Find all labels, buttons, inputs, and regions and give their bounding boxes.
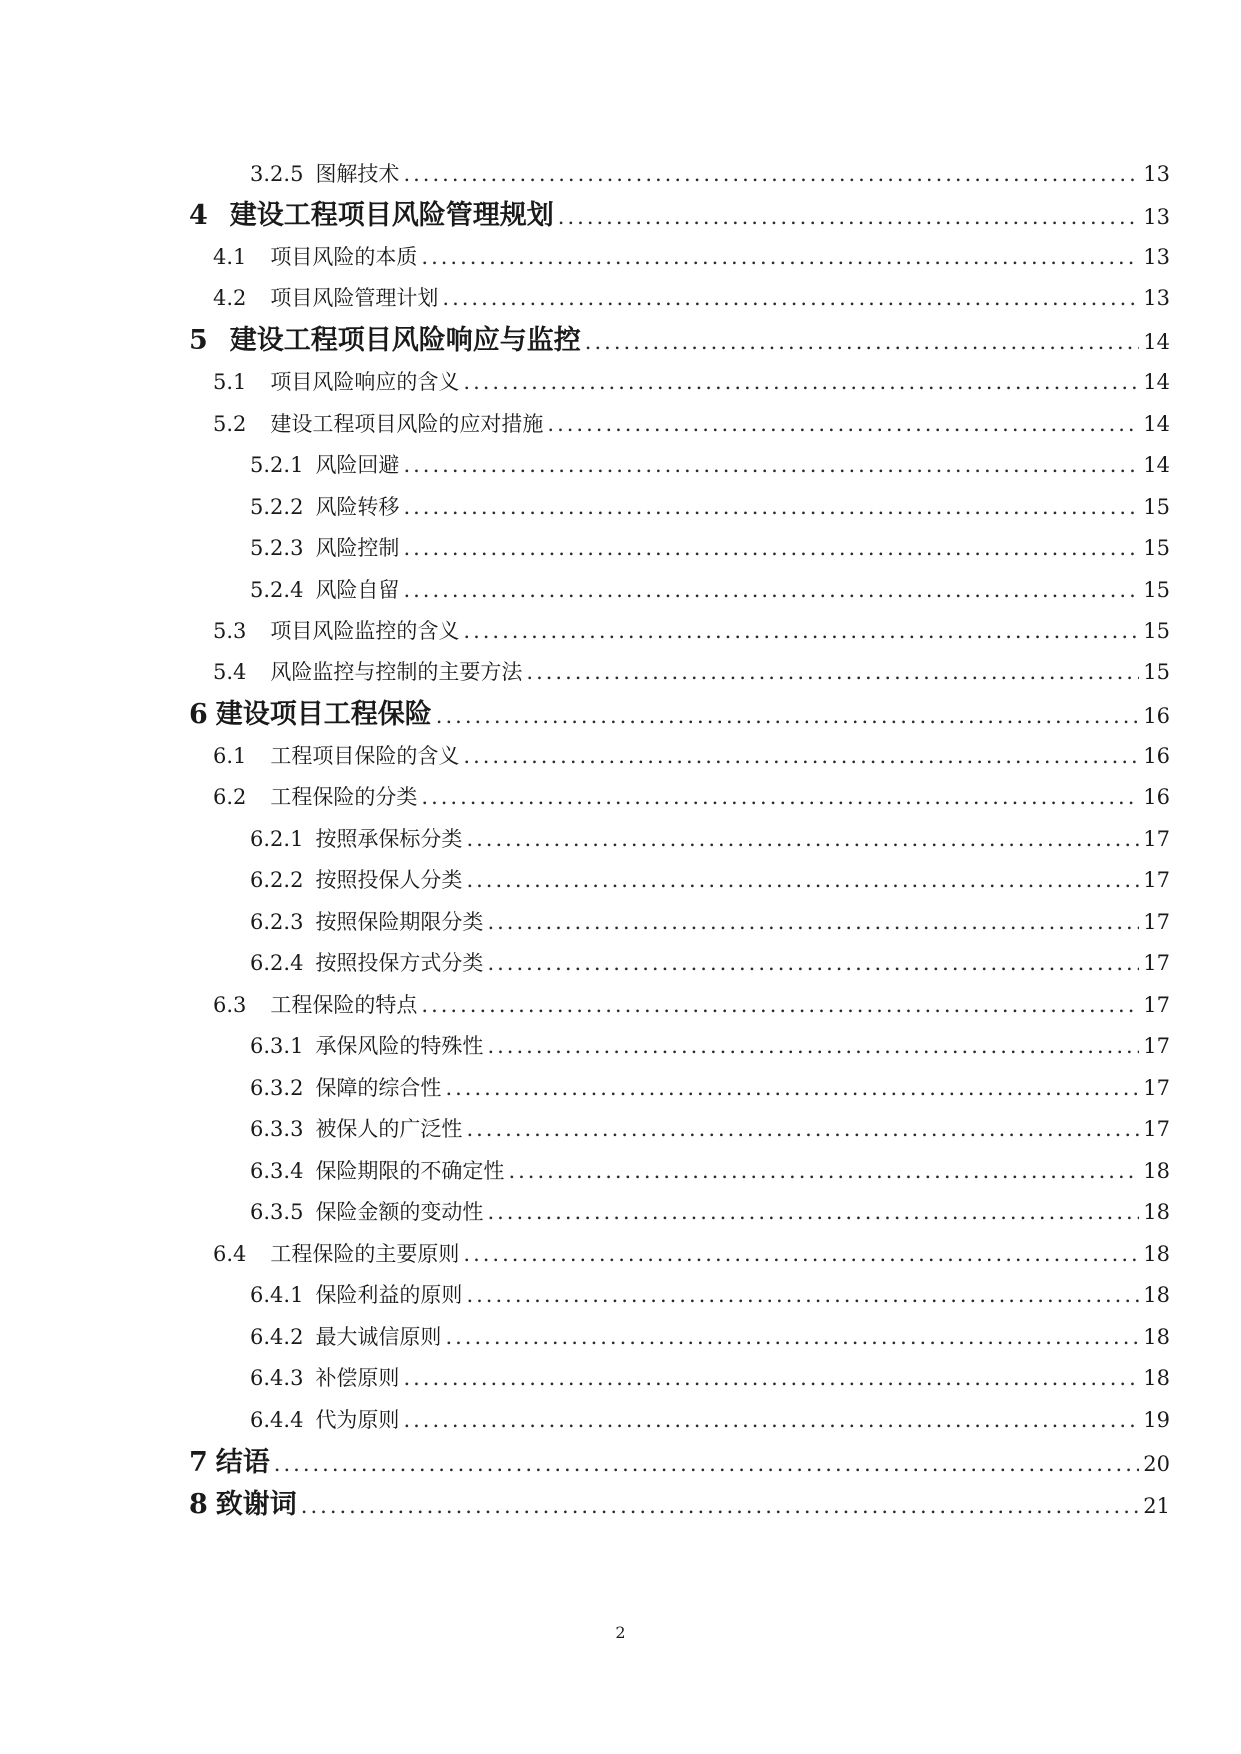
toc-number: 5.2.2 [250, 495, 304, 519]
toc-number: 5.1 [213, 370, 247, 394]
toc-page: 17 [1143, 1076, 1170, 1100]
toc-number: 6.2.3 [250, 910, 304, 934]
toc-page: 17 [1143, 910, 1170, 934]
toc-page: 13 [1143, 162, 1170, 186]
toc-number: 4.1 [213, 245, 247, 269]
toc-entry-5-3[interactable] [213, 615, 1170, 645]
toc-title: 最大诚信原则 [315, 1325, 442, 1349]
toc-page: 17 [1143, 868, 1170, 892]
toc-title: 致谢词 [215, 1489, 297, 1520]
dot-leader [421, 785, 1139, 809]
toc-title: 保险利益的原则 [315, 1283, 463, 1307]
dot-leader [421, 993, 1139, 1017]
toc-number: 4 [189, 200, 208, 231]
toc-number: 6.4 [213, 1242, 247, 1266]
toc-page: 16 [1143, 704, 1170, 728]
toc-title: 保障的综合性 [315, 1076, 442, 1100]
dot-leader [403, 536, 1139, 560]
toc-page: 15 [1143, 660, 1170, 684]
toc-page: 13 [1143, 286, 1170, 310]
toc-page: 15 [1143, 495, 1170, 519]
toc-entry-3-2-5[interactable] [250, 158, 1170, 188]
toc-entry-5-2-3[interactable] [250, 532, 1170, 562]
toc-title: 被保人的广泛性 [315, 1117, 463, 1141]
toc-page: 21 [1143, 1494, 1170, 1518]
toc-entry-5-2-4[interactable] [250, 574, 1170, 604]
dot-leader [463, 370, 1139, 394]
toc-number: 6.4.2 [250, 1325, 304, 1349]
toc-entry-6[interactable] [189, 692, 1170, 731]
dot-leader [403, 453, 1139, 477]
toc-title: 补偿原则 [315, 1366, 400, 1390]
toc-page: 18 [1143, 1200, 1170, 1224]
toc-page: 15 [1143, 536, 1170, 560]
toc-page: 18 [1143, 1366, 1170, 1390]
toc-page: 14 [1143, 370, 1170, 394]
dot-leader [466, 1283, 1139, 1307]
toc-number: 5.4 [213, 660, 247, 684]
toc-entry-4-1[interactable] [213, 241, 1170, 271]
dot-leader [463, 619, 1139, 643]
toc-page: 18 [1143, 1242, 1170, 1266]
toc-number: 5.2 [213, 412, 247, 436]
toc-entry-6-4-3[interactable] [250, 1362, 1170, 1392]
toc-entry-8[interactable] [189, 1482, 1170, 1521]
toc-title: 风险转移 [315, 495, 400, 519]
toc-number: 6.3.2 [250, 1076, 304, 1100]
dot-leader [508, 1159, 1139, 1183]
toc-page: 14 [1143, 412, 1170, 436]
toc-number: 6.2.2 [250, 868, 304, 892]
toc-number: 6.3.1 [250, 1034, 304, 1058]
toc-title: 项目风险响应的含义 [270, 370, 460, 394]
toc-entry-6-4[interactable] [213, 1238, 1170, 1268]
dot-leader [466, 1117, 1139, 1141]
toc-page: 17 [1143, 827, 1170, 851]
toc-title: 建设项目工程保险 [215, 699, 432, 730]
dot-leader [487, 1034, 1139, 1058]
toc-entry-7[interactable] [189, 1440, 1170, 1479]
toc-number: 6.4.3 [250, 1366, 304, 1390]
toc-page: 17 [1143, 993, 1170, 1017]
toc-entry-6-2-3[interactable] [250, 906, 1170, 936]
dot-leader [442, 286, 1139, 310]
toc-entry-5-1[interactable] [213, 366, 1170, 396]
toc-number: 6.3.4 [250, 1159, 304, 1183]
toc-page: 18 [1143, 1159, 1170, 1183]
dot-leader [585, 330, 1139, 354]
toc-title: 风险回避 [315, 453, 400, 477]
toc-page: 16 [1143, 785, 1170, 809]
toc-entry-6-2[interactable] [213, 781, 1170, 811]
dot-leader [487, 1200, 1139, 1224]
toc-number: 6.2.4 [250, 951, 304, 975]
toc-page: 18 [1143, 1325, 1170, 1349]
toc-entry-6-3-3[interactable] [250, 1113, 1170, 1143]
toc-title: 承保风险的特殊性 [315, 1034, 484, 1058]
toc-title: 按照承保标分类 [315, 827, 463, 851]
toc-title: 项目风险管理计划 [270, 286, 439, 310]
dot-leader [558, 205, 1139, 229]
toc-number: 6 [189, 699, 208, 730]
toc-page: 14 [1143, 330, 1170, 354]
toc-number: 7 [189, 1447, 208, 1478]
toc-page: 17 [1143, 1034, 1170, 1058]
toc-title: 代为原则 [315, 1408, 400, 1432]
toc-title: 风险监控与控制的主要方法 [270, 660, 523, 684]
toc-entry-6-3[interactable] [213, 989, 1170, 1019]
dot-leader [436, 704, 1139, 728]
dot-leader [445, 1076, 1139, 1100]
toc-page: 15 [1143, 619, 1170, 643]
toc-page: 13 [1143, 245, 1170, 269]
toc-number: 6.4.4 [250, 1408, 304, 1432]
toc-number: 5 [189, 325, 208, 356]
toc-title: 结语 [215, 1447, 270, 1478]
toc-page: 18 [1143, 1283, 1170, 1307]
toc-title: 保险期限的不确定性 [315, 1159, 505, 1183]
toc-number: 6.4.1 [250, 1283, 304, 1307]
dot-leader [463, 1242, 1139, 1266]
toc-page: 20 [1143, 1452, 1170, 1476]
toc-entry-6-3-5[interactable] [250, 1196, 1170, 1226]
toc-title: 建设工程项目风险的应对措施 [270, 412, 544, 436]
toc-entry-4[interactable] [189, 193, 1170, 232]
dot-leader [274, 1452, 1139, 1476]
toc-title: 保险金额的变动性 [315, 1200, 484, 1224]
toc-number: 5.2.3 [250, 536, 304, 560]
toc-title: 按照投保人分类 [315, 868, 463, 892]
toc-entry-6-2-2[interactable] [250, 864, 1170, 894]
toc-entry-6-4-4[interactable] [250, 1404, 1170, 1434]
toc-number: 6.2 [213, 785, 247, 809]
toc-number: 5.2.4 [250, 578, 304, 602]
toc-entry-6-2-4[interactable] [250, 947, 1170, 977]
dot-leader [463, 744, 1139, 768]
toc-entry-5-2-1[interactable] [250, 449, 1170, 479]
dot-leader [403, 1366, 1139, 1390]
toc-entry-4-2[interactable] [213, 282, 1170, 312]
toc-title: 工程保险的特点 [270, 993, 418, 1017]
toc-number: 5.3 [213, 619, 247, 643]
toc-title: 工程保险的分类 [270, 785, 418, 809]
dot-leader [547, 412, 1139, 436]
toc-title: 风险自留 [315, 578, 400, 602]
toc-page: 17 [1143, 951, 1170, 975]
toc-number: 6.3 [213, 993, 247, 1017]
toc-title: 工程保险的主要原则 [270, 1242, 460, 1266]
toc-title: 风险控制 [315, 536, 400, 560]
toc-entry-6-1[interactable] [213, 740, 1170, 770]
toc-title: 按照保险期限分类 [315, 910, 484, 934]
toc-entry-5-2[interactable] [213, 408, 1170, 438]
toc-entry-5-4[interactable] [213, 656, 1170, 686]
toc-entry-6-3-2[interactable] [250, 1072, 1170, 1102]
toc-title: 项目风险监控的含义 [270, 619, 460, 643]
dot-leader [301, 1494, 1139, 1518]
dot-leader [403, 162, 1139, 186]
toc-title: 图解技术 [315, 162, 400, 186]
toc-page: 15 [1143, 578, 1170, 602]
dot-leader [526, 660, 1139, 684]
toc-number: 8 [189, 1489, 208, 1520]
dot-leader [403, 578, 1139, 602]
toc-page: 17 [1143, 1117, 1170, 1141]
dot-leader [421, 245, 1139, 269]
page-number: 2 [615, 1623, 626, 1642]
toc-entry-5-2-2[interactable] [250, 491, 1170, 521]
dot-leader [445, 1325, 1139, 1349]
dot-leader [403, 1408, 1139, 1432]
dot-leader [487, 910, 1139, 934]
toc-entry-6-2-1[interactable] [250, 823, 1170, 853]
dot-leader [487, 951, 1139, 975]
toc-page: 16 [1143, 744, 1170, 768]
toc-number: 6.3.5 [250, 1200, 304, 1224]
toc-number: 3.2.5 [250, 162, 304, 186]
toc-entry-6-3-1[interactable] [250, 1030, 1170, 1060]
toc-page: 19 [1143, 1408, 1170, 1432]
toc-entry-6-4-1[interactable] [250, 1279, 1170, 1309]
toc-title: 按照投保方式分类 [315, 951, 484, 975]
toc-title: 建设工程项目风险管理规划 [229, 200, 554, 231]
toc-number: 6.2.1 [250, 827, 304, 851]
toc-title: 工程项目保险的含义 [270, 744, 460, 768]
toc-number: 6.3.3 [250, 1117, 304, 1141]
toc-entry-6-4-2[interactable] [250, 1321, 1170, 1351]
toc-title: 项目风险的本质 [270, 245, 418, 269]
toc-title: 建设工程项目风险响应与监控 [229, 325, 581, 356]
dot-leader [466, 868, 1139, 892]
toc-number: 4.2 [213, 286, 247, 310]
toc-number: 6.1 [213, 744, 247, 768]
toc-entry-5[interactable] [189, 318, 1170, 357]
toc-entry-6-3-4[interactable] [250, 1155, 1170, 1185]
dot-leader [466, 827, 1139, 851]
toc-page: 13 [1143, 205, 1170, 229]
dot-leader [403, 495, 1139, 519]
toc-page: 14 [1143, 453, 1170, 477]
toc-number: 5.2.1 [250, 453, 304, 477]
